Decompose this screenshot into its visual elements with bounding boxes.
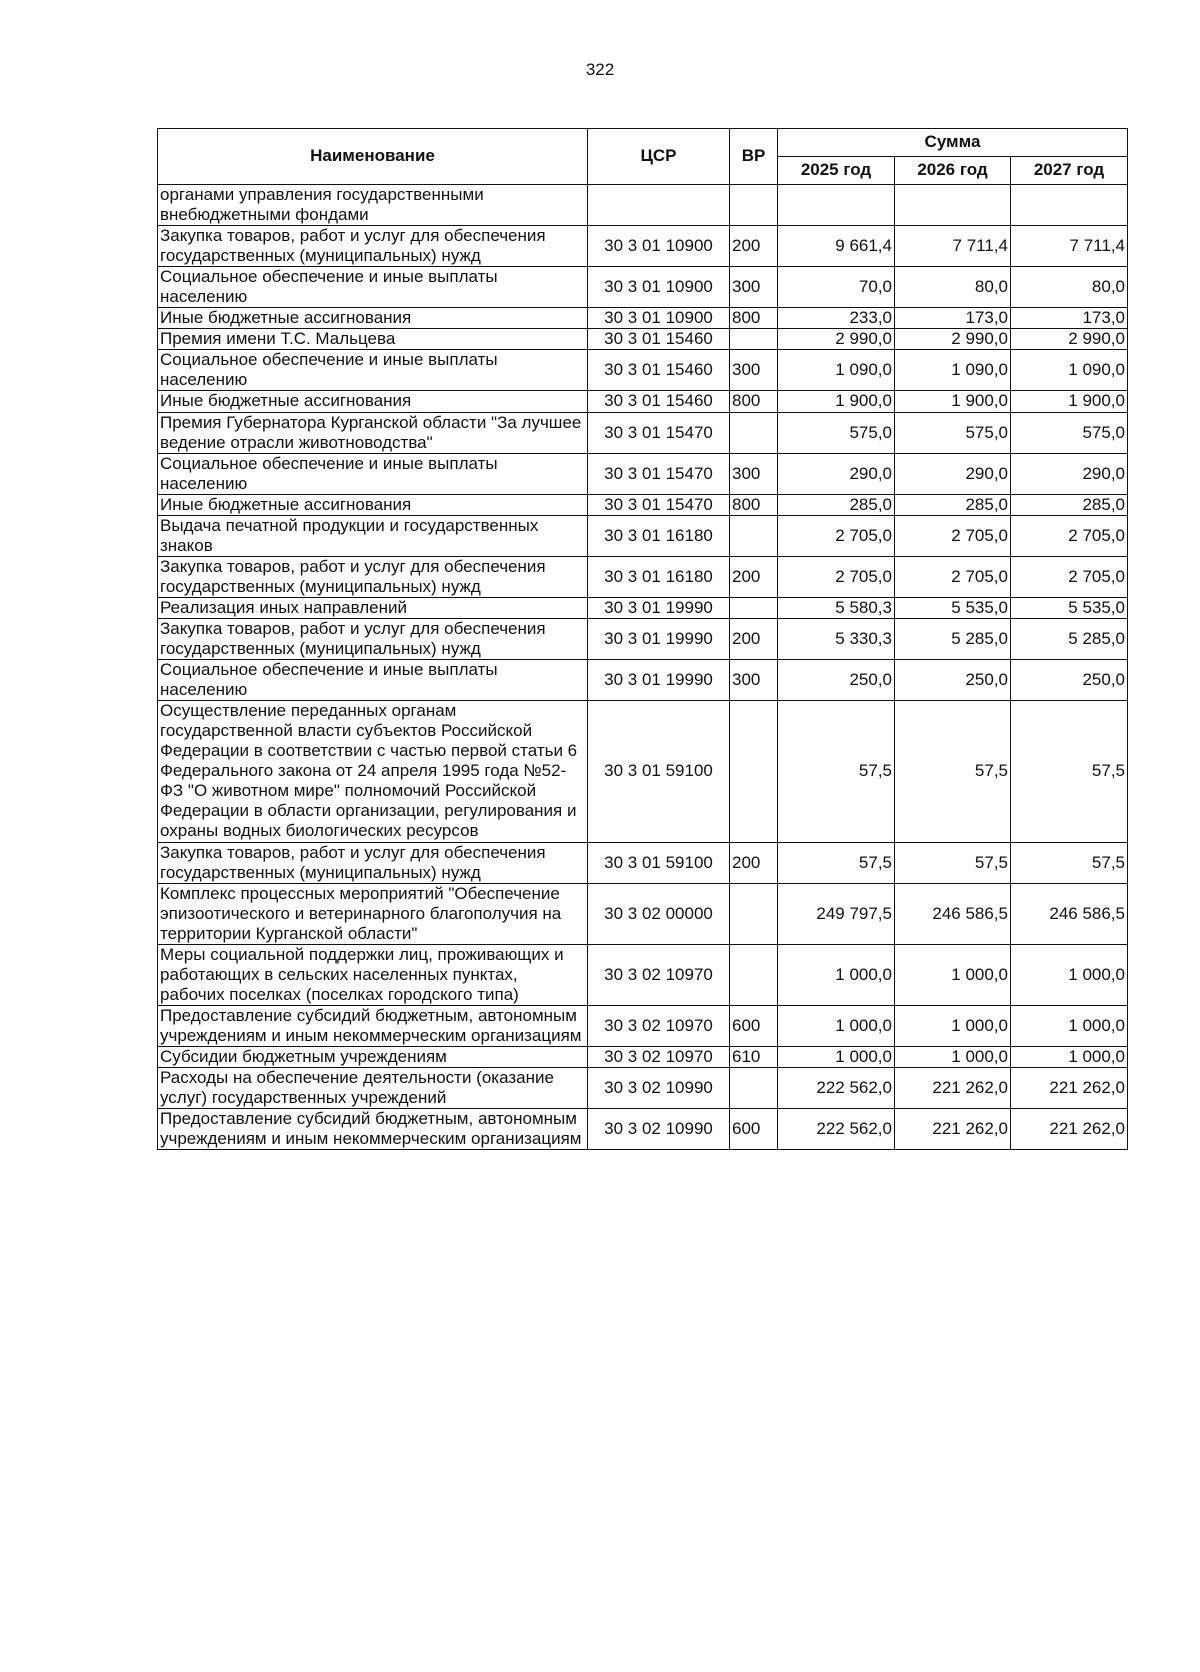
row-name: Премия имени Т.С. Мальцева	[158, 329, 588, 350]
row-csr: 30 3 01 15470	[588, 453, 730, 494]
row-sum-2027: 2 990,0	[1011, 329, 1128, 350]
row-vr: 200	[730, 226, 778, 267]
row-csr: 30 3 01 19990	[588, 660, 730, 701]
row-name: Иные бюджетные ассигнования	[158, 391, 588, 412]
row-sum-2026: 290,0	[895, 453, 1011, 494]
row-sum-2025: 2 705,0	[778, 556, 895, 597]
row-sum-2025: 2 705,0	[778, 515, 895, 556]
header-year-2026: 2026 год	[895, 157, 1011, 185]
row-sum-2026: 2 705,0	[895, 556, 1011, 597]
row-name: Закупка товаров, работ и услуг для обеспечения государственных (муниципальных) нужд	[158, 556, 588, 597]
row-sum-2025: 290,0	[778, 453, 895, 494]
table-row	[158, 515, 1128, 556]
table-row	[158, 1046, 1128, 1067]
row-sum-2025: 1 000,0	[778, 1005, 895, 1046]
row-vr: 200	[730, 842, 778, 883]
row-vr: 600	[730, 1005, 778, 1046]
row-sum-2027: 290,0	[1011, 453, 1128, 494]
row-sum-2025: 249 797,5	[778, 883, 895, 944]
row-sum-2025: 2 990,0	[778, 329, 895, 350]
row-vr: 200	[730, 556, 778, 597]
row-name: Закупка товаров, работ и услуг для обеспечения государственных (муниципальных) нужд	[158, 842, 588, 883]
row-sum-2025: 5 580,3	[778, 597, 895, 618]
row-sum-2025: 1 900,0	[778, 391, 895, 412]
row-sum-2025: 250,0	[778, 660, 895, 701]
row-vr: 300	[730, 660, 778, 701]
row-name: Реализация иных направлений	[158, 597, 588, 618]
row-sum-2026: 80,0	[895, 267, 1011, 308]
table-row	[158, 618, 1128, 659]
row-vr	[730, 1068, 778, 1109]
row-sum-2025: 9 661,4	[778, 226, 895, 267]
table-row	[158, 391, 1128, 412]
row-sum-2026: 7 711,4	[895, 226, 1011, 267]
table-row	[158, 453, 1128, 494]
row-vr	[730, 944, 778, 1005]
table-body	[158, 185, 1128, 1150]
row-sum-2026: 57,5	[895, 842, 1011, 883]
row-sum-2026: 1 090,0	[895, 350, 1011, 391]
table-row	[158, 226, 1128, 267]
row-sum-2027: 246 586,5	[1011, 883, 1128, 944]
row-name: Закупка товаров, работ и услуг для обеспечения государственных (муниципальных) нужд	[158, 618, 588, 659]
table-row	[158, 1068, 1128, 1109]
row-name: органами управления государственными внебюджетными фондами	[158, 185, 588, 226]
header-year-2025: 2025 год	[778, 157, 895, 185]
table-row	[158, 842, 1128, 883]
table-row	[158, 308, 1128, 329]
table-row	[158, 494, 1128, 515]
row-csr: 30 3 02 10970	[588, 1005, 730, 1046]
row-vr: 300	[730, 453, 778, 494]
row-csr: 30 3 02 10990	[588, 1109, 730, 1150]
row-name: Социальное обеспечение и иные выплаты населению	[158, 660, 588, 701]
row-csr: 30 3 01 59100	[588, 842, 730, 883]
row-csr: 30 3 01 59100	[588, 701, 730, 842]
row-name: Социальное обеспечение и иные выплаты населению	[158, 453, 588, 494]
table-row	[158, 1109, 1128, 1150]
row-name: Осуществление переданных органам государственной власти субъектов Российской Федерации в соответствии с частью первой статьи 6 Федерального закона от 24 апреля 1995 года №52-ФЗ "О животном мире" полномочий Российской Федерации в области организации, регулирования и охраны водных биологических ресурсов	[158, 701, 588, 842]
row-vr	[730, 597, 778, 618]
row-csr: 30 3 01 10900	[588, 308, 730, 329]
row-csr: 30 3 02 10990	[588, 1068, 730, 1109]
row-sum-2026: 246 586,5	[895, 883, 1011, 944]
row-vr: 200	[730, 618, 778, 659]
row-sum-2025: 70,0	[778, 267, 895, 308]
row-sum-2027: 57,5	[1011, 701, 1128, 842]
table-row	[158, 660, 1128, 701]
row-vr: 610	[730, 1046, 778, 1067]
row-sum-2025: 285,0	[778, 494, 895, 515]
row-sum-2026: 1 000,0	[895, 1046, 1011, 1067]
row-sum-2026: 250,0	[895, 660, 1011, 701]
row-vr: 300	[730, 350, 778, 391]
table-row	[158, 701, 1128, 842]
row-name: Премия Губернатора Курганской области "За лучшее ведение отрасли животноводства"	[158, 412, 588, 453]
row-sum-2025: 575,0	[778, 412, 895, 453]
row-vr	[730, 329, 778, 350]
row-sum-2027: 1 000,0	[1011, 1046, 1128, 1067]
row-sum-2026: 1 000,0	[895, 1005, 1011, 1046]
row-sum-2027: 5 285,0	[1011, 618, 1128, 659]
row-vr	[730, 515, 778, 556]
table-row	[158, 944, 1128, 1005]
row-name: Иные бюджетные ассигнования	[158, 494, 588, 515]
table-row	[158, 883, 1128, 944]
table-row	[158, 1005, 1128, 1046]
header-csr: ЦСР	[588, 129, 730, 185]
row-name: Закупка товаров, работ и услуг для обеспечения государственных (муниципальных) нужд	[158, 226, 588, 267]
table-row	[158, 556, 1128, 597]
row-sum-2027	[1011, 185, 1128, 226]
row-sum-2027: 173,0	[1011, 308, 1128, 329]
row-name: Социальное обеспечение и иные выплаты населению	[158, 267, 588, 308]
row-name: Иные бюджетные ассигнования	[158, 308, 588, 329]
page-number: 322	[585, 60, 615, 79]
row-sum-2025: 57,5	[778, 842, 895, 883]
table-row	[158, 267, 1128, 308]
row-sum-2025: 222 562,0	[778, 1068, 895, 1109]
row-sum-2025: 1 090,0	[778, 350, 895, 391]
row-csr: 30 3 02 00000	[588, 883, 730, 944]
row-name: Расходы на обеспечение деятельности (оказание услуг) государственных учреждений	[158, 1068, 588, 1109]
table-row	[158, 412, 1128, 453]
row-csr: 30 3 01 10900	[588, 226, 730, 267]
row-sum-2026: 2 705,0	[895, 515, 1011, 556]
row-vr	[730, 701, 778, 842]
row-sum-2027: 221 262,0	[1011, 1109, 1128, 1150]
row-sum-2027: 575,0	[1011, 412, 1128, 453]
row-sum-2027: 2 705,0	[1011, 515, 1128, 556]
budget-table	[157, 128, 1128, 1150]
row-sum-2025: 1 000,0	[778, 1046, 895, 1067]
row-name: Меры социальной поддержки лиц, проживающих и работающих в сельских населенных пунктах, рабочих поселках (поселках городского типа)	[158, 944, 588, 1005]
row-name: Субсидии бюджетным учреждениям	[158, 1046, 588, 1067]
row-sum-2025: 5 330,3	[778, 618, 895, 659]
row-sum-2026: 1 000,0	[895, 944, 1011, 1005]
row-csr: 30 3 01 10900	[588, 267, 730, 308]
row-sum-2025: 1 000,0	[778, 944, 895, 1005]
row-vr	[730, 412, 778, 453]
row-sum-2026: 173,0	[895, 308, 1011, 329]
row-sum-2026: 57,5	[895, 701, 1011, 842]
row-sum-2027: 2 705,0	[1011, 556, 1128, 597]
header-year-2027: 2027 год	[1011, 157, 1128, 185]
row-name: Комплекс процессных мероприятий "Обеспечение эпизоотического и ветеринарного благополучия на территории Курганской области"	[158, 883, 588, 944]
row-sum-2027: 1 090,0	[1011, 350, 1128, 391]
row-sum-2026: 1 900,0	[895, 391, 1011, 412]
row-csr	[588, 185, 730, 226]
header-vr: ВР	[730, 129, 778, 185]
row-sum-2026: 285,0	[895, 494, 1011, 515]
row-csr: 30 3 01 15460	[588, 350, 730, 391]
header-name: Наименование	[158, 129, 588, 185]
row-csr: 30 3 01 16180	[588, 556, 730, 597]
row-sum-2026: 5 285,0	[895, 618, 1011, 659]
row-sum-2027: 221 262,0	[1011, 1068, 1128, 1109]
row-sum-2027: 1 900,0	[1011, 391, 1128, 412]
row-csr: 30 3 01 19990	[588, 597, 730, 618]
row-csr: 30 3 01 15470	[588, 494, 730, 515]
row-sum-2026: 2 990,0	[895, 329, 1011, 350]
row-vr: 600	[730, 1109, 778, 1150]
table-row	[158, 350, 1128, 391]
row-csr: 30 3 01 15460	[588, 391, 730, 412]
header-row	[158, 129, 1128, 157]
row-vr	[730, 185, 778, 226]
row-vr	[730, 883, 778, 944]
row-sum-2026: 575,0	[895, 412, 1011, 453]
row-csr: 30 3 01 19990	[588, 618, 730, 659]
row-sum-2025: 57,5	[778, 701, 895, 842]
row-csr: 30 3 02 10970	[588, 1046, 730, 1067]
row-name: Предоставление субсидий бюджетным, автономным учреждениям и иным некоммерческим организациям	[158, 1109, 588, 1150]
row-sum-2026: 5 535,0	[895, 597, 1011, 618]
row-name: Выдача печатной продукции и государственных знаков	[158, 515, 588, 556]
row-sum-2027: 1 000,0	[1011, 944, 1128, 1005]
row-sum-2025: 222 562,0	[778, 1109, 895, 1150]
row-vr: 800	[730, 391, 778, 412]
table-row	[158, 185, 1128, 226]
row-csr: 30 3 01 15470	[588, 412, 730, 453]
row-csr: 30 3 01 16180	[588, 515, 730, 556]
row-sum-2025: 233,0	[778, 308, 895, 329]
header-sum: Сумма	[778, 129, 1128, 157]
row-name: Социальное обеспечение и иные выплаты населению	[158, 350, 588, 391]
row-vr: 800	[730, 308, 778, 329]
row-sum-2027: 57,5	[1011, 842, 1128, 883]
row-csr: 30 3 01 15460	[588, 329, 730, 350]
row-vr: 800	[730, 494, 778, 515]
table-row	[158, 597, 1128, 618]
row-sum-2026: 221 262,0	[895, 1109, 1011, 1150]
row-csr: 30 3 02 10970	[588, 944, 730, 1005]
row-sum-2027: 250,0	[1011, 660, 1128, 701]
row-name: Предоставление субсидий бюджетным, автономным учреждениям и иным некоммерческим организациям	[158, 1005, 588, 1046]
row-sum-2027: 5 535,0	[1011, 597, 1128, 618]
row-sum-2026: 221 262,0	[895, 1068, 1011, 1109]
row-vr: 300	[730, 267, 778, 308]
row-sum-2027: 285,0	[1011, 494, 1128, 515]
row-sum-2027: 7 711,4	[1011, 226, 1128, 267]
row-sum-2026	[895, 185, 1011, 226]
row-sum-2025	[778, 185, 895, 226]
row-sum-2027: 1 000,0	[1011, 1005, 1128, 1046]
row-sum-2027: 80,0	[1011, 267, 1128, 308]
table-row	[158, 329, 1128, 350]
